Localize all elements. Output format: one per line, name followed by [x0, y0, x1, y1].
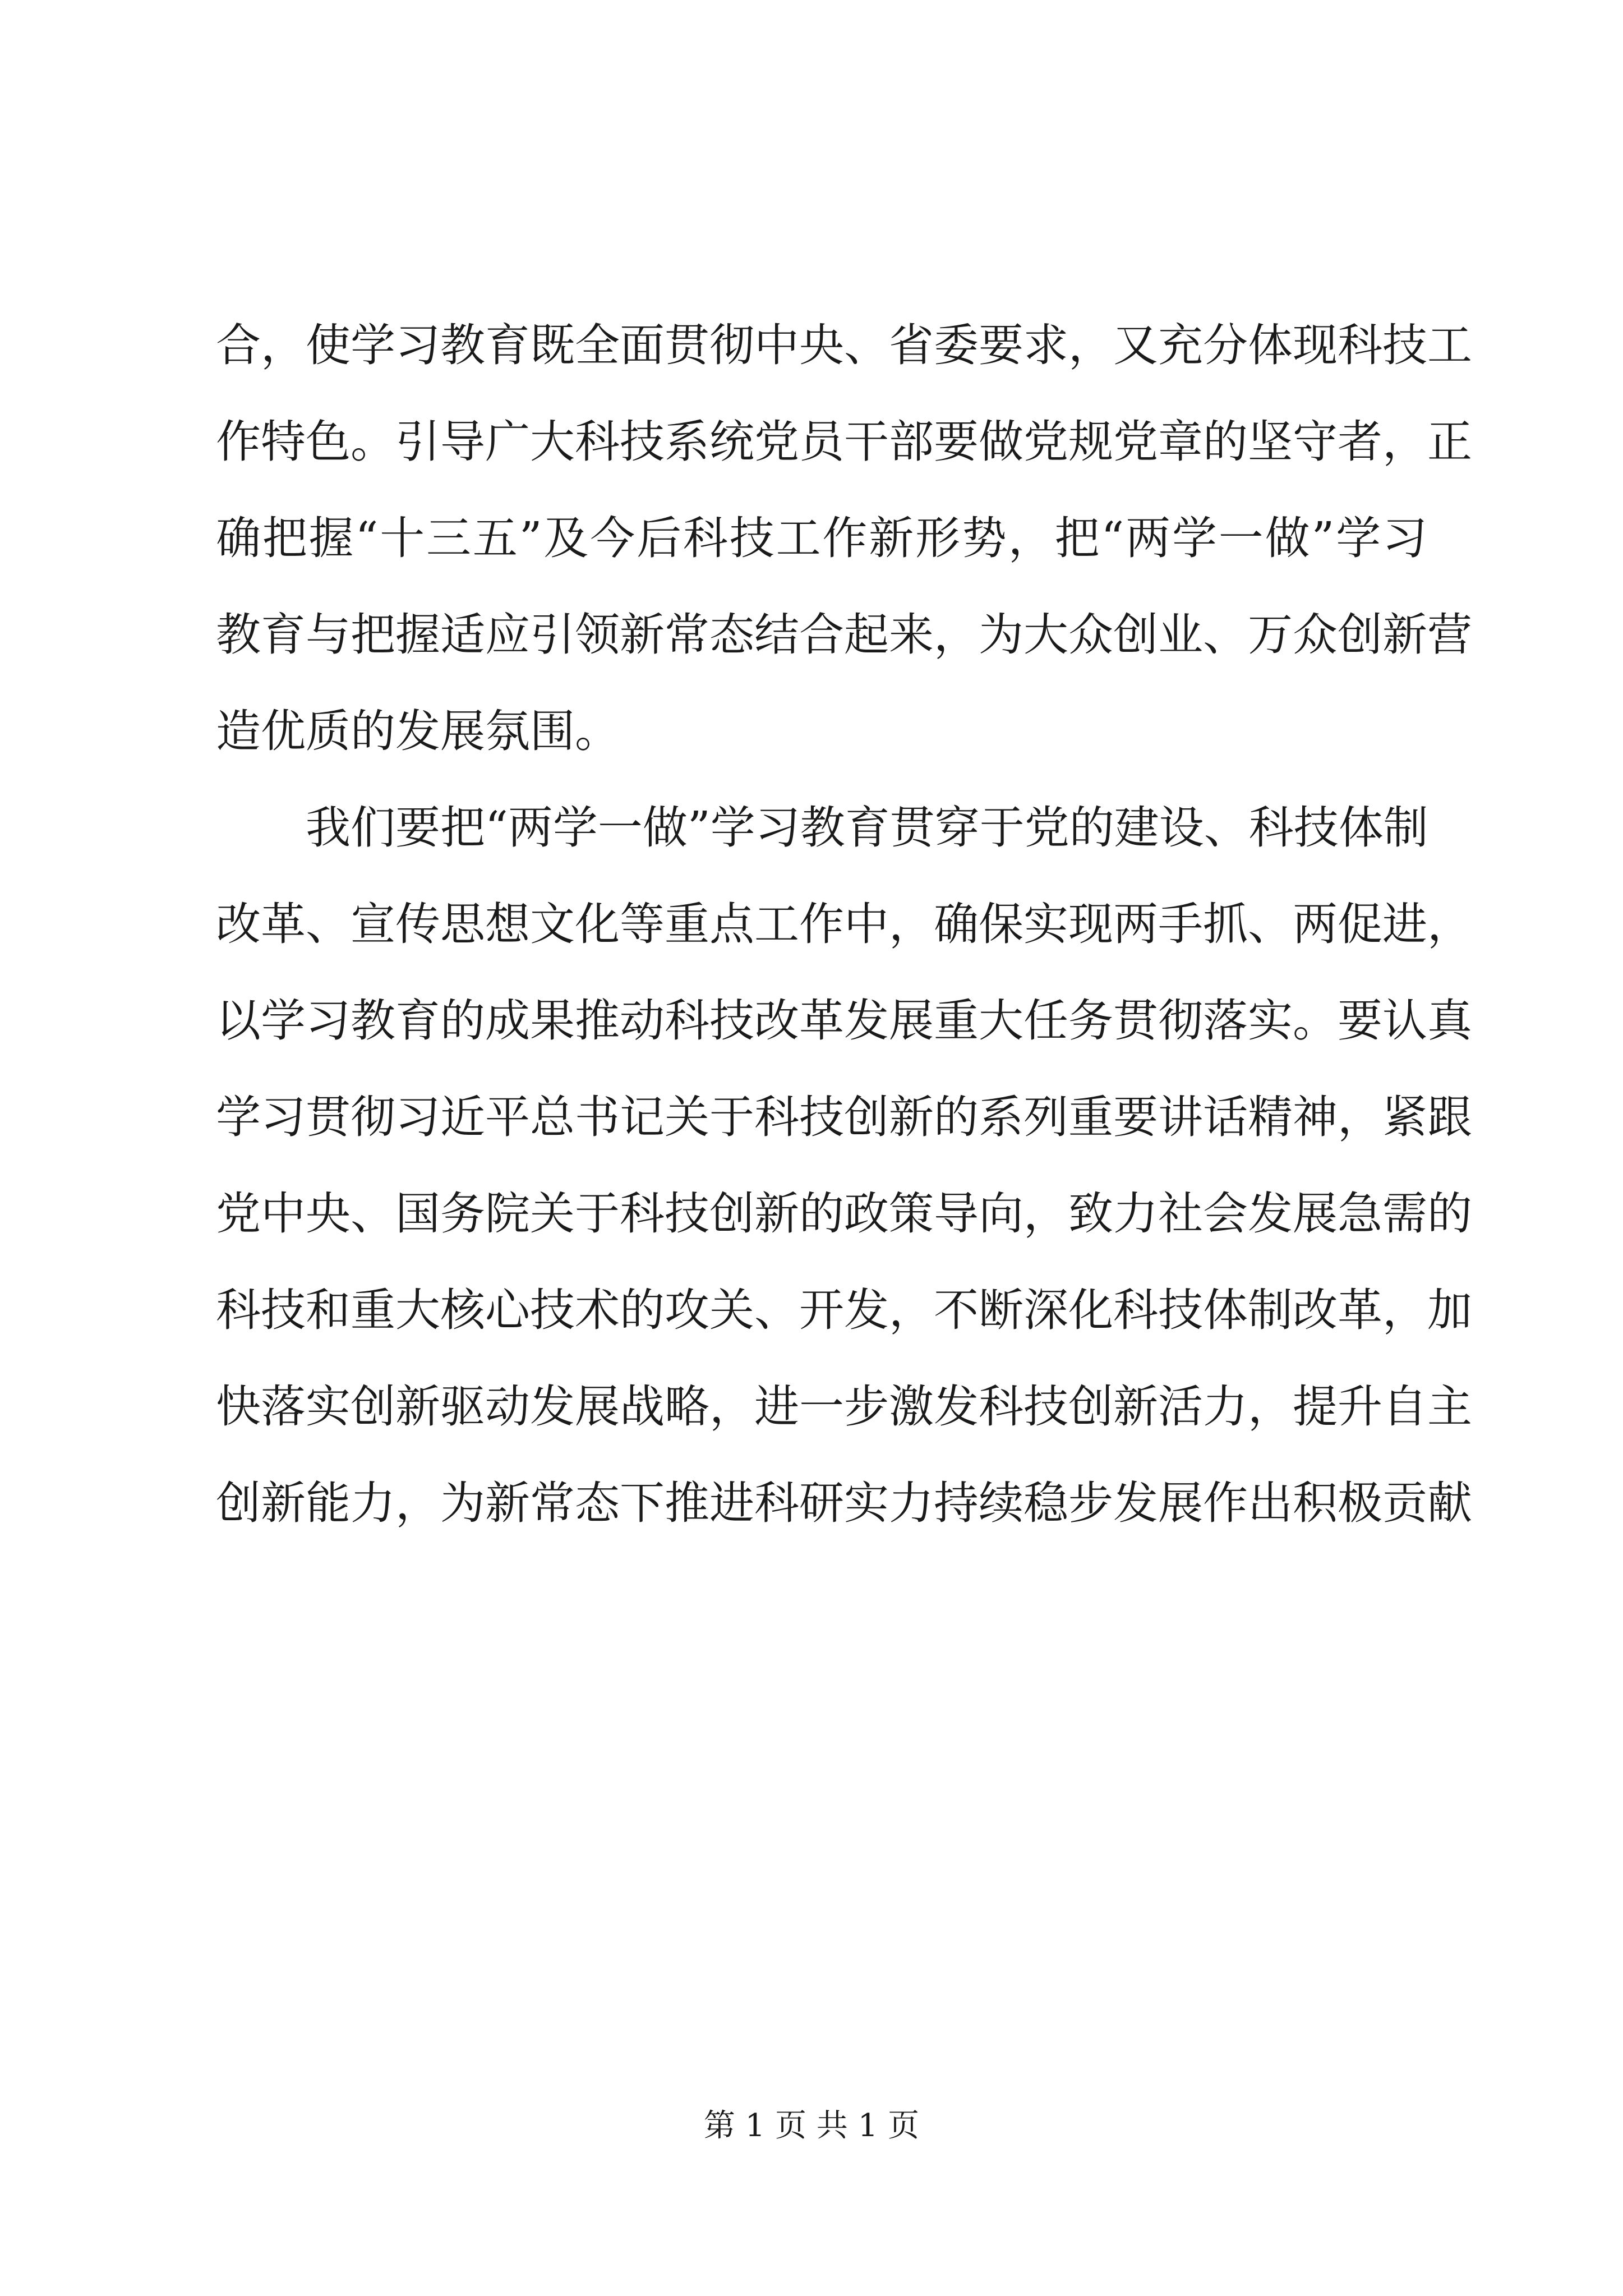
- page-footer: [0, 2106, 1623, 2146]
- text-line: 快落实创新驱动发展战略，进一步激发科技创新活力，提升自主: [216, 1381, 1472, 1433]
- text-line: 学习贯彻习近平总书记关于科技创新的系列重要讲话精神，紧跟: [216, 1091, 1472, 1143]
- text-line: 改革、宣传思想文化等重点工作中，确保实现两手抓、两促进，: [216, 898, 1472, 950]
- text-line: 以学习教育的成果推动科技改革发展重大任务贯彻落实。要认真: [216, 995, 1472, 1047]
- document-body: [216, 297, 1472, 1552]
- text-line: 确把握“十三五”及今后科技工作新形势，把“两学一做”学习: [216, 512, 1427, 564]
- paragraph-2: [216, 780, 1472, 1552]
- paragraph-1: [216, 297, 1472, 780]
- text-line: 作特色。引导广大科技系统党员干部要做党规党章的坚守者，正: [216, 416, 1472, 468]
- page-number: 第 1 页 共 1 页: [703, 2108, 920, 2144]
- text-line: 教育与把握适应引领新常态结合起来，为大众创业、万众创新营: [216, 609, 1472, 661]
- text-line: 造优质的发展氛围。: [216, 705, 620, 757]
- text-line: 创新能力，为新常态下推进科研实力持续稳步发展作出积极贡献: [216, 1477, 1472, 1529]
- text-line: 合，使学习教育既全面贯彻中央、省委要求，又充分体现科技工: [216, 319, 1472, 371]
- text-line: 我们要把“两学一做”学习教育贯穿于党的建设、科技体制: [306, 802, 1428, 854]
- text-line: 科技和重大核心技术的攻关、开发，不断深化科技体制改革，加: [216, 1284, 1472, 1336]
- text-line: 党中央、国务院关于科技创新的政策导向，致力社会发展急需的: [216, 1188, 1472, 1240]
